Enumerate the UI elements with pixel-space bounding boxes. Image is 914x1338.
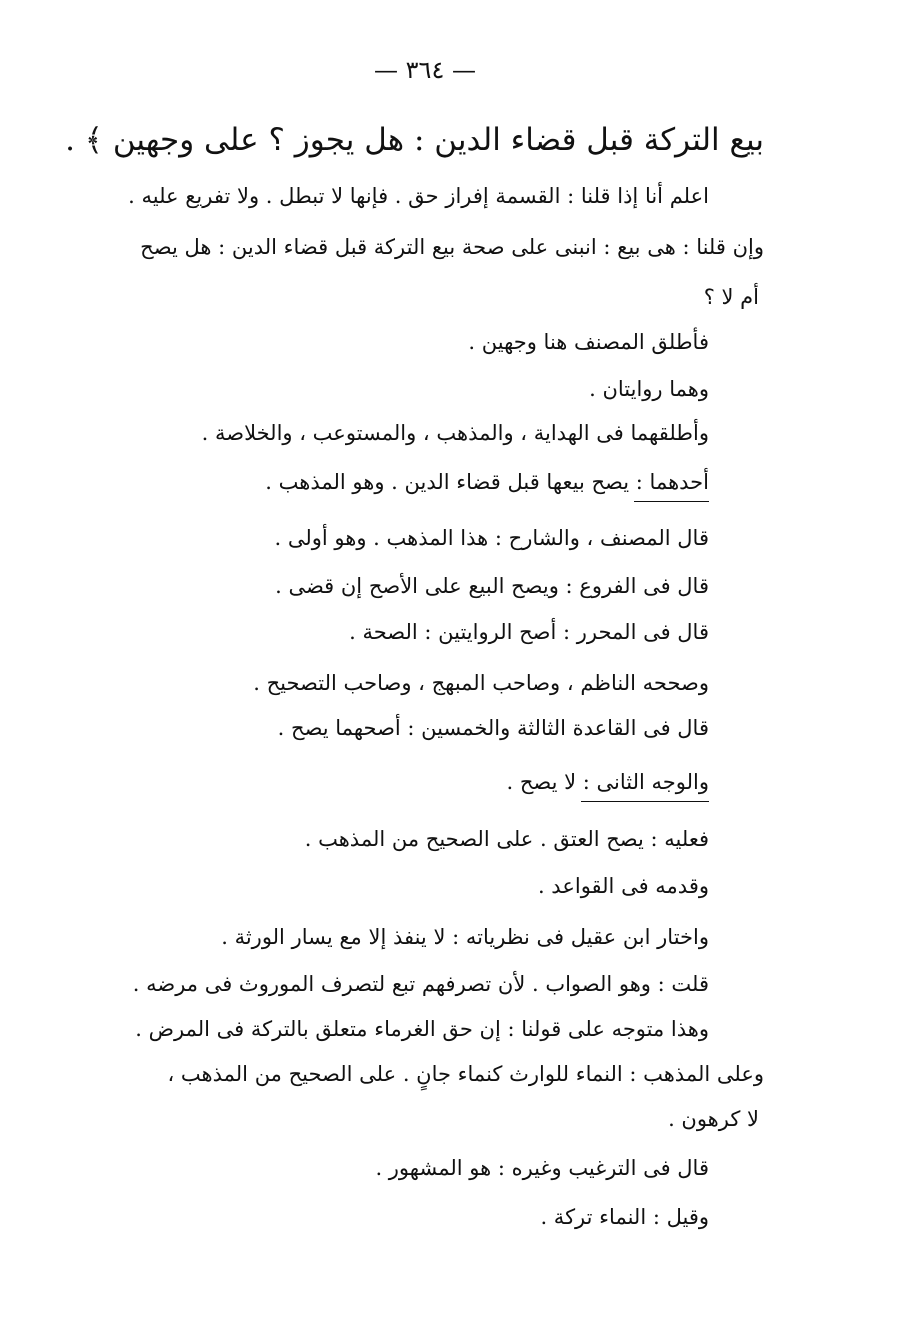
paragraph-line: وعلى المذهب : النماء للوارث كنماء جانٍ . على الصحيح من المذهب ، [167, 1062, 764, 1086]
paragraph-line: قال المصنف ، والشارح : هذا المذهب . وهو أولى . [274, 526, 709, 550]
paragraph-line: وأطلقهما فى الهداية ، والمذهب ، والمستوعب ، والخلاصة . [201, 421, 709, 445]
paragraph-line: قال فى المحرر : أصح الروايتين : الصحة . [349, 620, 709, 644]
paragraph-line: قال فى الفروع : ويصح البيع على الأصح إن قضى . [275, 574, 709, 598]
paragraph-line: اعلم أنا إذا قلنا : القسمة إفراز حق . فإنها لا تبطل . ولا تفريع عليه . [128, 184, 709, 208]
paragraph-line: فعليه : يصح العتق . على الصحيح من المذهب . [304, 827, 709, 851]
paragraph-line [265, 470, 709, 494]
paragraph-line-continuation: لا كرهون . [668, 1107, 759, 1131]
paragraph-line: قلت : وهو الصواب . لأن تصرفهم تبع لتصرف الموروث فى مرضه . [132, 972, 709, 996]
second-heading-text: لا يصح . [506, 770, 577, 794]
paragraph-line: وهذا متوجه على قولنا : إن حق الغرماء متعلق بالتركة فى المرض . [135, 1017, 709, 1041]
paragraph-line: وقيل : النماء تركة . [540, 1205, 709, 1229]
paragraph-line: وصححه الناظم ، وصاحب المبهج ، وصاحب التصحيح . [253, 671, 709, 695]
paragraph-line: قال فى الترغيب وغيره : هو المشهور . [375, 1156, 709, 1180]
paragraph-line: وهما روايتان . [589, 377, 709, 401]
paragraph-line: وقدمه فى القواعد . [537, 874, 709, 898]
paragraph-line: واختار ابن عقيل فى نظرياته : لا ينفذ إلا مع يسار الورثة . [221, 925, 709, 949]
second-heading: والوجه الثانى : [582, 770, 709, 794]
paragraph-line: فأطلق المصنف هنا وجهين . [468, 330, 709, 354]
paragraph-line [506, 770, 709, 794]
paragraph-line-continuation: أم لا ؟ [703, 285, 759, 309]
first-heading-text: يصح بيعها قبل قضاء الدين . وهو المذهب . [265, 470, 630, 494]
paragraph-line: قال فى القاعدة الثالثة والخمسين : أصحهما يصح . [277, 716, 709, 740]
first-heading: أحدهما : [635, 470, 709, 494]
section-title: بيع التركة قبل قضاء الدين : هل يجوز ؟ على وجهين ﴾ . [65, 122, 764, 158]
paragraph-line: وإن قلنا : هى بيع : انبنى على صحة بيع التركة قبل قضاء الدين : هل يصح [140, 235, 764, 259]
page-number: — ٣٦٤ — [374, 56, 476, 84]
